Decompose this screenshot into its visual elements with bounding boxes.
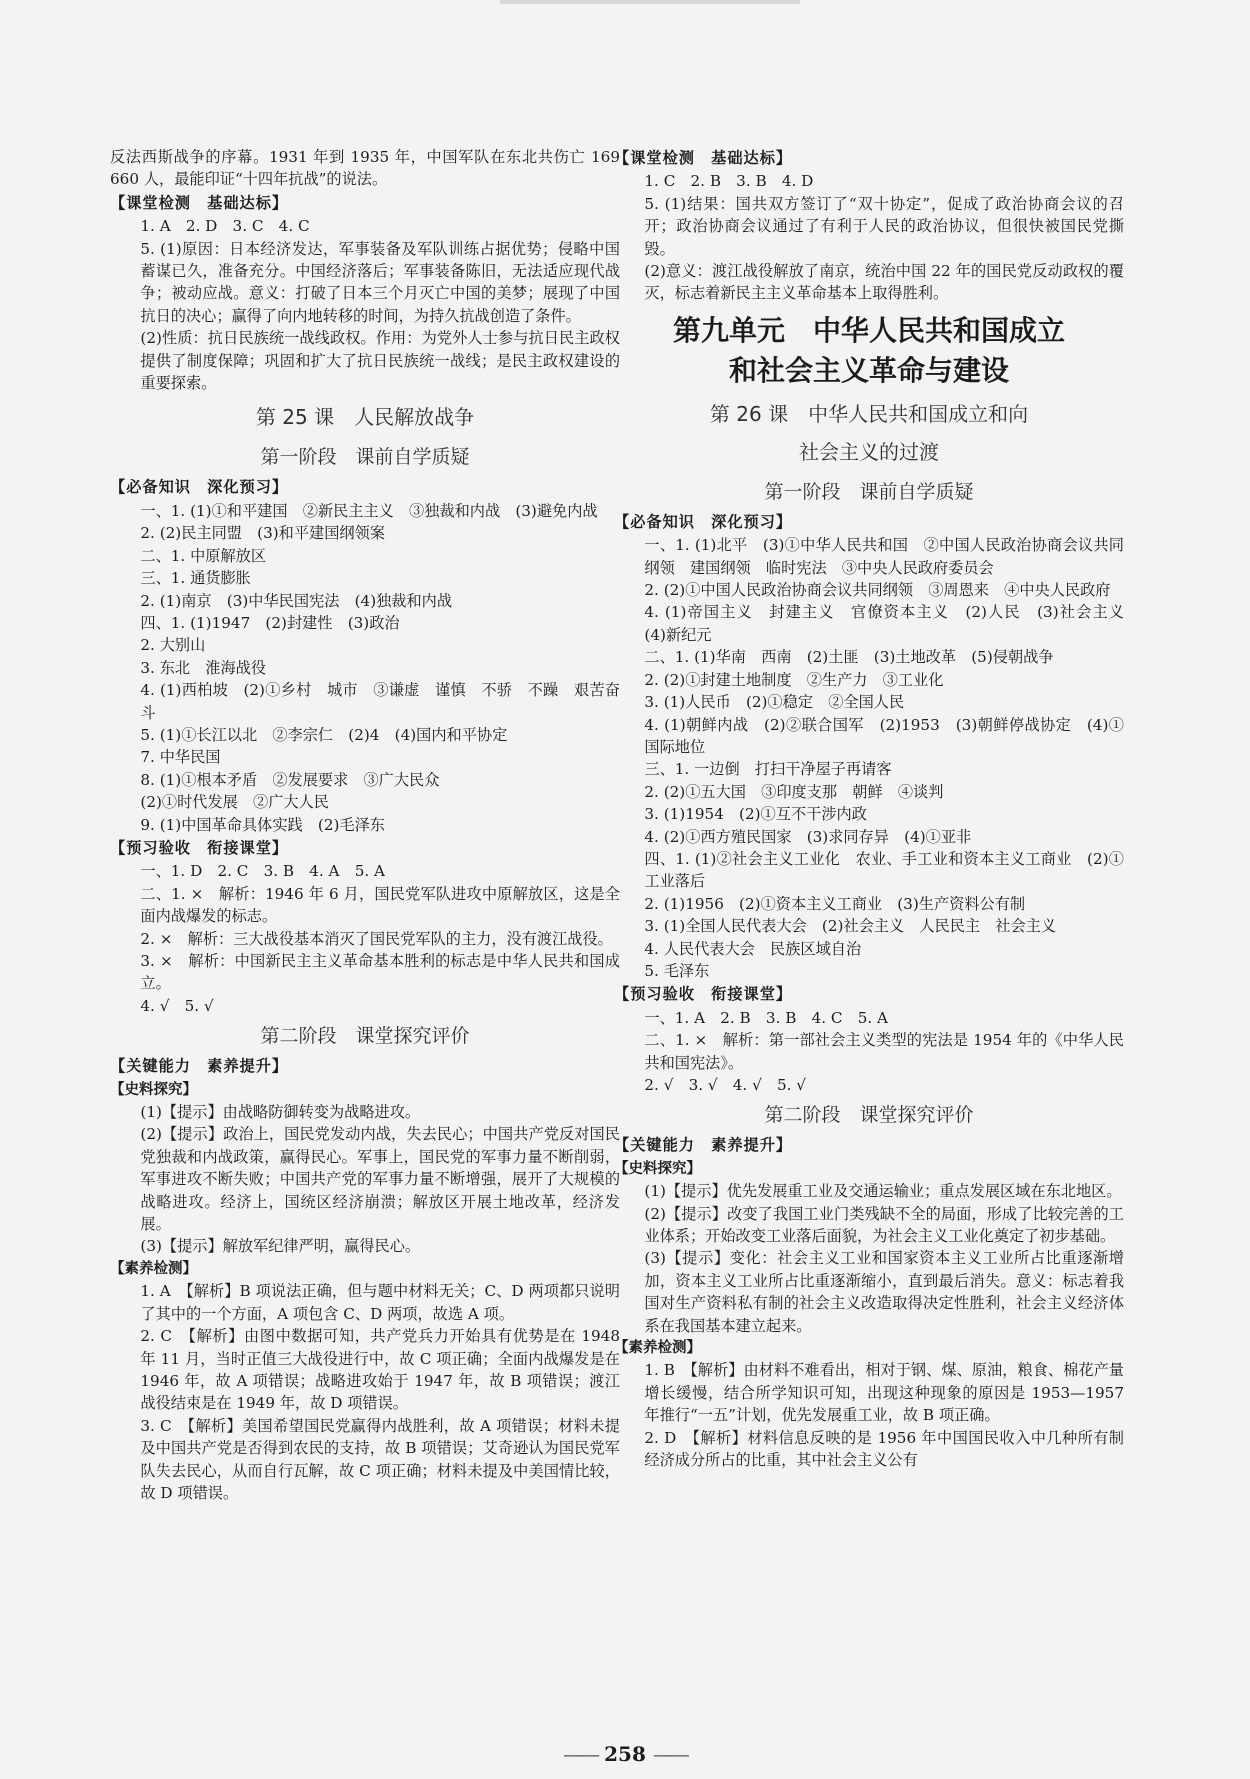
section-heading: 【课堂检测 基础达标】 (110, 193, 289, 212)
page-number: 258 (604, 1742, 646, 1766)
answer-line: 3. 东北 淮海战役 (140, 658, 267, 677)
answer-line: 二、1. (1)华南 西南 (2)土匪 (3)土地改革 (5)侵朝战争 (644, 648, 1054, 667)
answer-line: 3. (1)1954 (2)①互不干涉内政 (644, 805, 867, 824)
answer-line: 2. (1)1956 (2)①资本主义工商业 (3)生产资料公有制 (644, 894, 1026, 913)
lesson-title: 第 26 课 中华人民共和国成立和向 社会主义的过渡 (709, 401, 1029, 464)
answer-line: 三、1. 通货膨胀 (140, 569, 251, 588)
answer-line: 一、1. (1)①和平建国 ②新民主主义 ③独裁和内战 (3)避免内战 (140, 501, 598, 520)
answer-line: 2. (2)①封建土地制度 ②生产力 ③工业化 (644, 670, 944, 689)
answer-line: 2. (2)民主同盟 (3)和平建国纲领案 (140, 524, 385, 543)
answer-line: 4. (1)帝国主义 封建主义 官僚资本主义 (2)人民 (3)社会主义 (4)新纪元 (644, 603, 1140, 644)
section-heading: 【课堂检测 基础达标】 (614, 149, 793, 167)
answer-line: 二、1. 中原解放区 (140, 546, 267, 565)
answer-line: (2)性质：抗日民族统一战线政权。作用：为党外人士参与抗日民主政权提供了制度保障；巩固和扩大了抗日民族统一战线；是民主政权建设的重要探索。 (140, 329, 620, 393)
stage-title: 第二阶段 课堂探究评价 (764, 1104, 974, 1127)
section-heading: 【关键能力 素养提升】 (110, 1057, 289, 1076)
section-heading: 【预习验收 衔接课堂】 (110, 838, 289, 857)
answer-line: (3)【提示】变化：社会主义工业和国家资本主义工业所占比重逐渐增加，资本主义工业所占比重逐渐缩小，直到最后消失。意义：标志着我国对生产资料私有制的社会主义改造取得决定性胜利，社会主义经济体系在我国基本建立起来。 (644, 1249, 1124, 1335)
answer-line: 2. C 【解析】由图中数据可知，共产党兵力开始具有优势是在 1948 年 11 月，当时正值三大战役进行中，故 C 项正确；全面内战爆发是在 1946 年，故 A 项错误；战略进攻始于 1947 年，故 B 项错误；渡江战役结束是在 1949 年，故 D 项错误。 (140, 1327, 620, 1413)
section-heading: 【必备知识 深化预习】 (614, 512, 793, 531)
answer-line: (2)①时代发展 ②广大人民 (140, 793, 329, 812)
answer-line: 3. (1)人民币 (2)①稳定 ②全国人民 (644, 693, 905, 712)
page-footer (0, 1742, 1250, 1766)
sub-heading: 【素养检测】 (614, 1340, 701, 1357)
answer-line: 4. (1)朝鲜内战 (2)②联合国军 (2)1953 (3)朝鲜停战协定 (4)①国际地位 (644, 715, 1124, 756)
answer-line: 一、1. D 2. C 3. B 4. A 5. A (140, 862, 385, 881)
answer-line: 8. (1)①根本矛盾 ②发展要求 ③广大民众 (140, 770, 440, 789)
answer-line: 3. (1)全国人民代表大会 (2)社会主义 人民民主 社会主义 (644, 917, 1057, 936)
answer-line: 3. C 【解析】美国希望国民党赢得内战胜利，故 A 项错误；材料未提及中国共产党是否得到农民的支持，故 B 项错误；艾奇逊认为国民党军队失去民心，从而自行瓦解，故 C 项正确；材料未提及中美国情比较，故 D 项错误。 (140, 1416, 620, 1502)
answer-line: (2)【提示】改变了我国工业门类残缺不全的局面，形成了比较完善的工业体系；开始改变工业落后面貌，为社会主义工业化奠定了初步基础。 (644, 1204, 1124, 1246)
left-column (110, 146, 620, 1504)
answer-line: 三、1. 一边倒 打扫干净屋子再请客 (644, 760, 892, 779)
answer-line: 4. (2)①西方殖民国家 (3)求同存异 (4)①亚非 (644, 827, 972, 846)
section-heading: 【关键能力 素养提升】 (614, 1136, 793, 1155)
top-edge (500, 0, 800, 4)
answer-line: 9. (1)中国革命具体实践 (2)毛泽东 (140, 815, 385, 834)
sub-heading: 【素养检测】 (110, 1260, 197, 1277)
answer-line: 4. 人民代表大会 民族区域自治 (644, 939, 862, 958)
answer-line: 5. (1)①长江以北 ②李宗仁 (2)4 (4)国内和平协定 (140, 725, 508, 744)
answer-line: 二、1. × 解析：第一部社会主义类型的宪法是 1954 年的《中华人民共和国宪法》。 (644, 1031, 1124, 1072)
answer-line: 4. √ 5. √ (140, 996, 214, 1015)
answer-line: (1)【提示】由战略防御转变为战略进攻。 (140, 1103, 421, 1122)
footer-rule-right: —— (652, 1742, 687, 1766)
answer-line: 二、1. × 解析：1946 年 6 月，国民党军队进攻中原解放区，这是全面内战爆发的标志。 (140, 884, 620, 926)
answer-line: 四、1. (1)1947 (2)封建性 (3)政治 (140, 613, 400, 632)
answer-line: 2. D 【解析】材料信息反映的是 1956 年中国国民收入中几种所有制经济成分所占的比重，其中社会主义公有 (644, 1428, 1124, 1470)
answer-line: 1. A 2. D 3. C 4. C (140, 217, 310, 236)
footer-rule-left: —— (563, 1742, 598, 1766)
answer-line: 2. (2)①中国人民政治协商会议共同纲领 ③周恩来 ④中央人民政府 (644, 581, 1111, 600)
answer-line: 2. (1)南京 (3)中华民国宪法 (4)独裁和内战 (140, 591, 453, 610)
answer-line: 一、1. A 2. B 3. B 4. C 5. A (644, 1008, 888, 1027)
sub-heading: 【史料探究】 (110, 1081, 197, 1098)
answer-line: 2. √ 3. √ 4. √ 5. √ (644, 1076, 806, 1094)
answer-line: 2. (2)①五大国 ③印度支那 朝鲜 ④谈判 (644, 782, 944, 801)
answer-line: 1. B 【解析】由材料不难看出，相对于钢、煤、原油，粮食、棉花产量增长缓慢，结合所学知识可知，出现这种现象的原因是 1953—1957 年推行“一五”计划，优先发展重工业，故 B 项正确。 (644, 1361, 1124, 1425)
answer-line: 5. (1)原因：日本经济发达，军事装备及军队训练占据优势；侵略中国蓄谋已久，准备充分。中国经济落后；军事装备陈旧，无法适应现代战争；被动应战。意义：打破了日本三个月灭亡中国的美梦；展现了中国抗日的决心；赢得了向内地转移的时间，为持久抗战创造了条件。 (140, 239, 620, 325)
answer-line: 2. 大别山 (140, 636, 206, 655)
right-column (614, 146, 1140, 1472)
answer-line: 3. × 解析：中国新民主主义革命基本胜利的标志是中华人民共和国成立。 (140, 952, 620, 993)
answer-line: 1. C 2. B 3. B 4. D (644, 172, 814, 191)
answer-line: (2)意义：渡江战役解放了南京，统治中国 22 年的国民党反动政权的覆灭，标志着新民主主义革命基本上取得胜利。 (644, 262, 1124, 303)
section-heading: 【预习验收 衔接课堂】 (614, 985, 793, 1004)
lesson-title: 第 25 课 人民解放战争 (255, 405, 475, 430)
answer-line: 四、1. (1)②社会主义工业化 农业、手工业和资本主义工商业 (2)①工业落后 (644, 849, 1124, 891)
answer-line: (2)【提示】政治上，国民党发动内战，失去民心；中国共产党反对国民党独裁和内战政策，赢得民心。军事上，国民党的军事力量不断削弱，军事进攻不断失败；中国共产党的军事力量不断增强，展开了大规模的战略进攻。经济上，国统区经济崩溃；解放区开展土地改革，经济发展。 (140, 1125, 620, 1234)
stage-title: 第一阶段 课前自学质疑 (764, 480, 974, 503)
answer-line: (1)【提示】优先发展重工业及交通运输业；重点发展区域在东北地区。 (644, 1182, 1122, 1201)
answer-line: 7. 中华民国 (140, 748, 221, 767)
answer-line: 一、1. (1)北平 (3)①中华人民共和国 ②中国人民政治协商会议共同纲领 建国纲领 临时宪法 ③中央人民政府委员会 (644, 536, 1124, 577)
answer-line: 1. A 【解析】B 项说法正确，但与题中材料无关；C、D 两项都只说明了其中的一个方面，A 项包含 C、D 两项，故选 A 项。 (140, 1282, 620, 1323)
answer-line: 5. (1)结果：国共双方签订了“双十协定”，促成了政治协商会议的召开；政治协商会议通过了有利于人民的政治协议，但很快被国民党撕毁。 (644, 194, 1124, 258)
answer-line: (3)【提示】解放军纪律严明，赢得民心。 (140, 1237, 421, 1256)
answer-line: 2. × 解析：三大战役基本消灭了国民党军队的主力，没有渡江战役。 (140, 929, 613, 948)
section-heading: 【必备知识 深化预习】 (110, 478, 289, 497)
answer-line: 5. 毛泽东 (644, 961, 710, 980)
sub-heading: 【史料探究】 (614, 1160, 701, 1177)
answer-line: 4. (1)西柏坡 (2)①乡村 城市 ③谦虚 谨慎 不骄 不躁 艰苦奋斗 (140, 681, 620, 722)
stage-title: 第二阶段 课堂探究评价 (260, 1025, 470, 1048)
stage-title: 第一阶段 课前自学质疑 (260, 446, 470, 469)
unit-title: 第九单元 中华人民共和国成立 和社会主义革命与建设 (672, 313, 1065, 387)
paragraph: 反法西斯战争的序幕。1931 年到 1935 年，中国军队在东北共伤亡 169 660 人，最能印证“十四年抗战”的说法。 (110, 148, 620, 189)
